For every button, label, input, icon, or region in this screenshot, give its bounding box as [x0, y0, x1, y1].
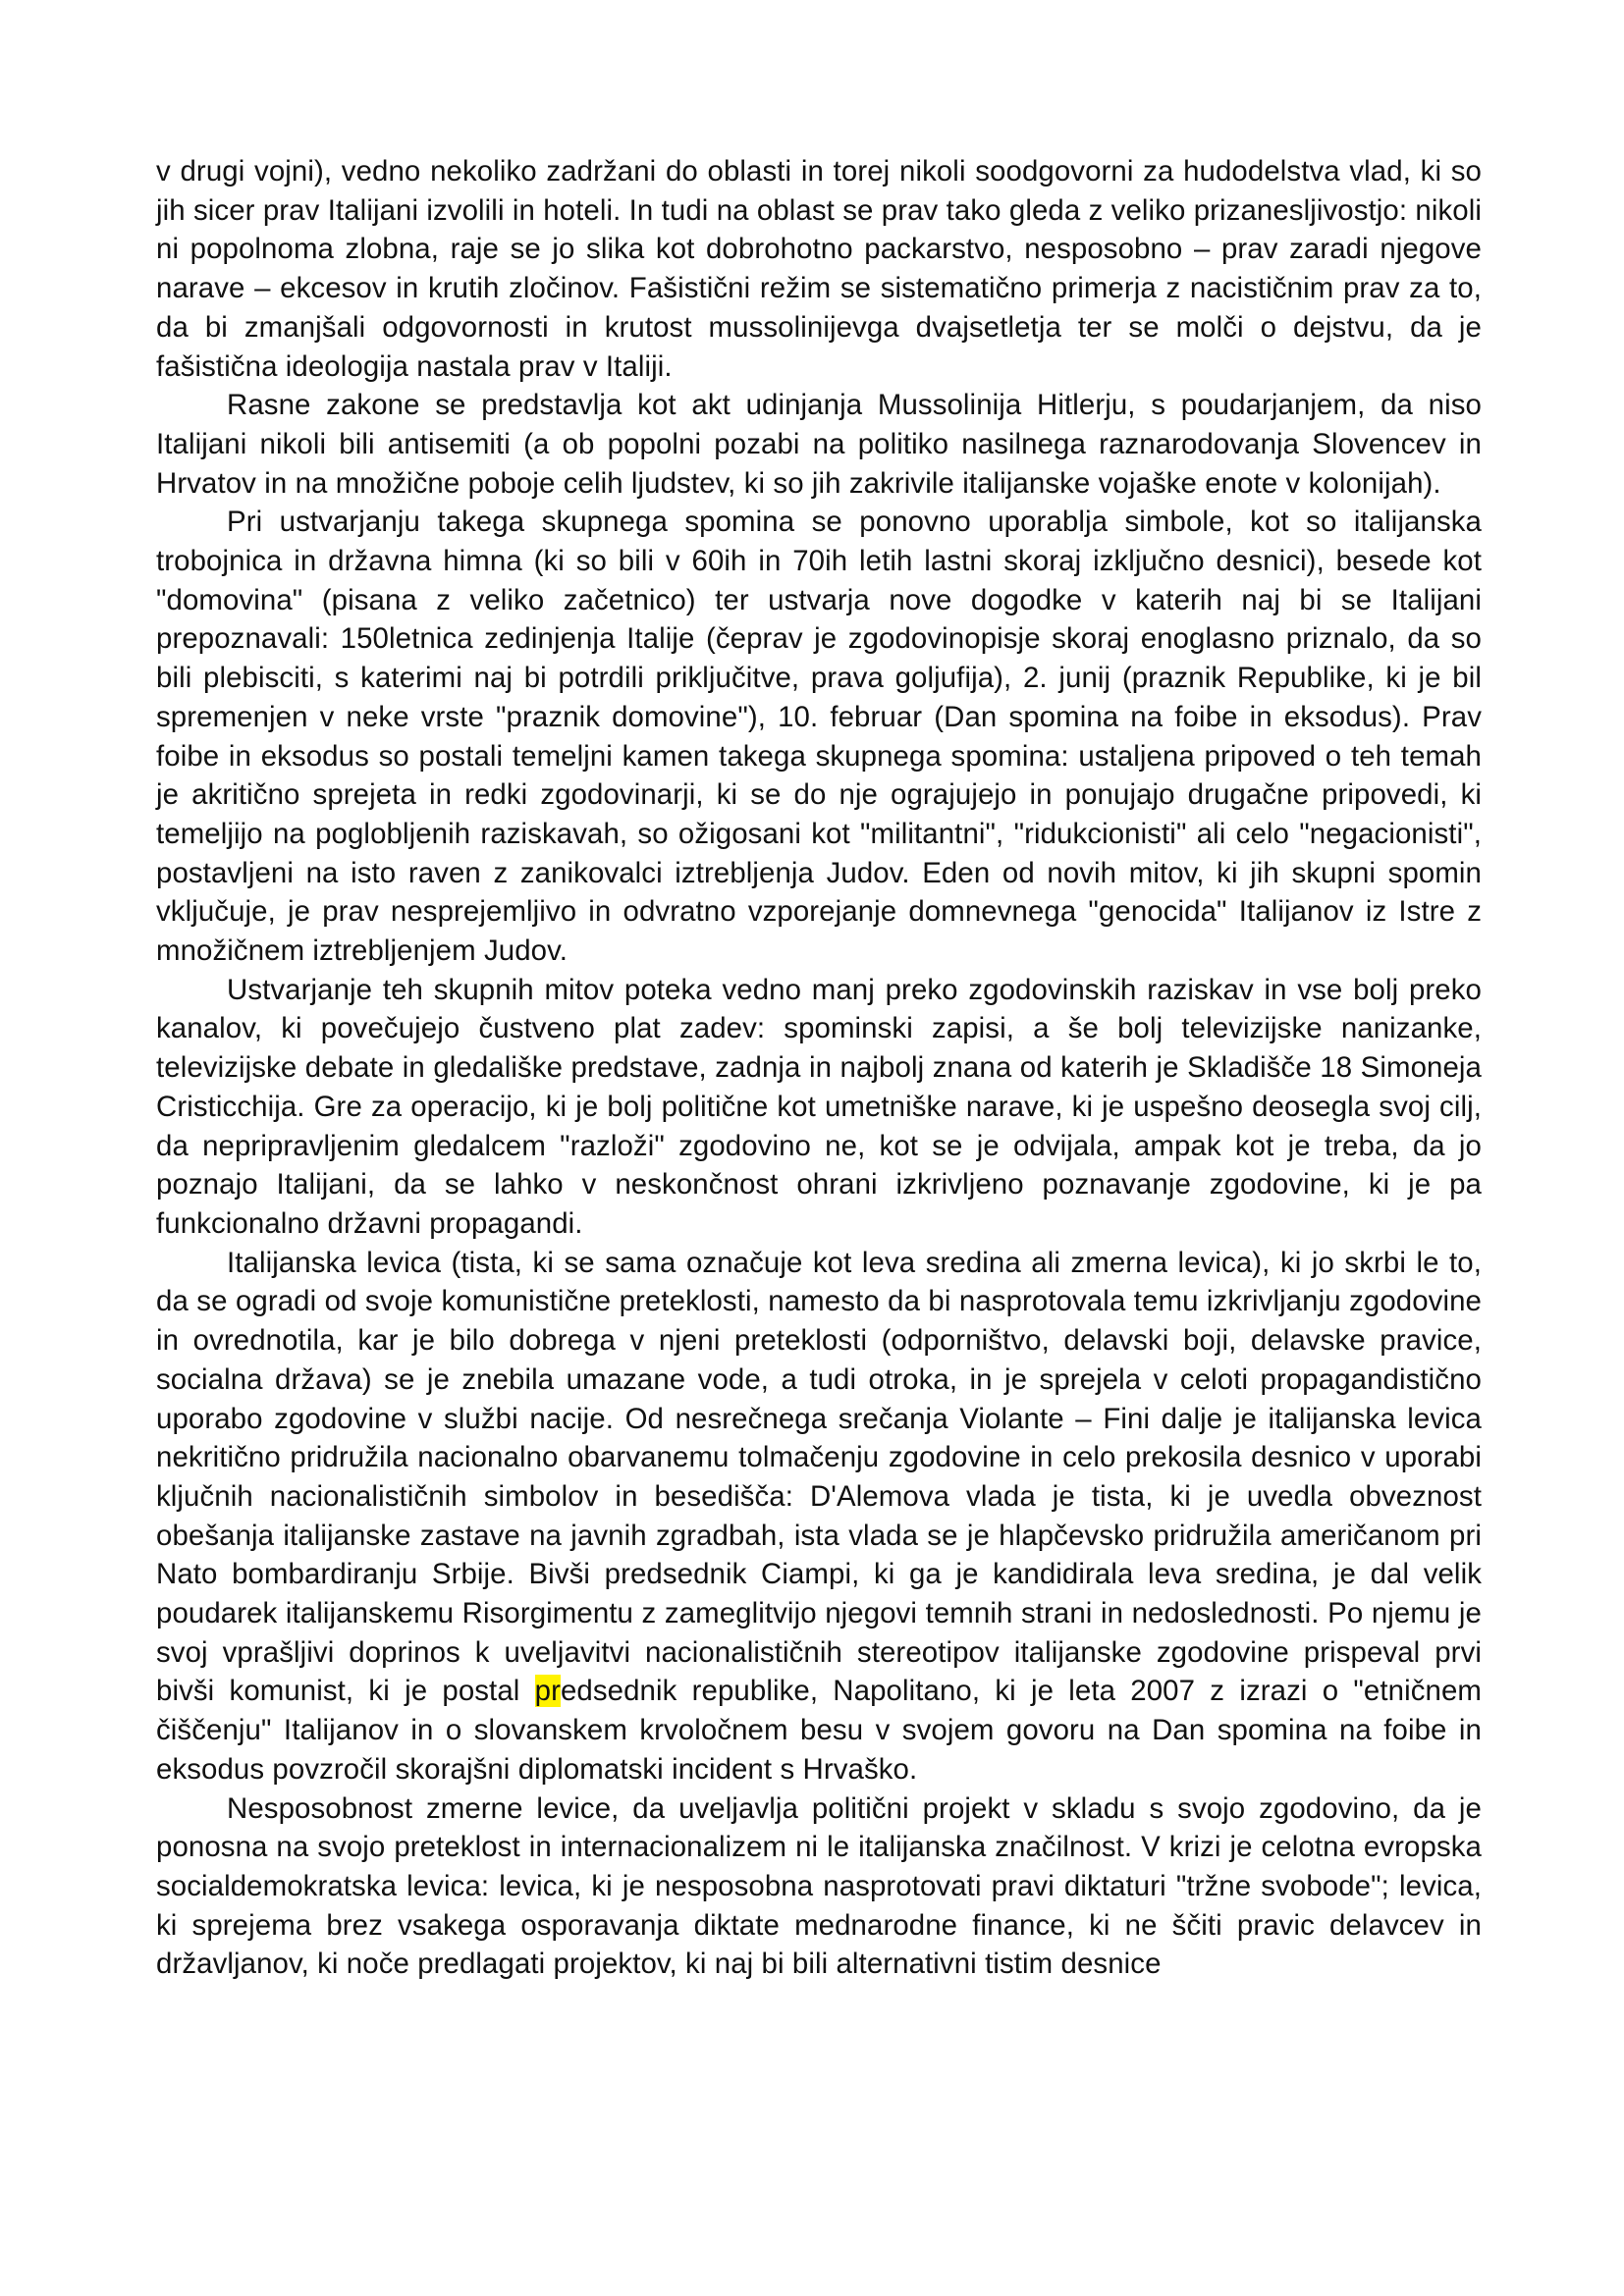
paragraph-5-text-after: edsednik republike, Napolitano, ki je leta 2007 z izrazi o "etničnem čiščenju" Italijanov in o slovanskem krvoločnem besu v svojem govoru na Dan spomina na foibe in eksodus povzročil skorajšni diplomatski incident s Hrvaško.: [156, 1675, 1482, 1786]
paragraph-4: Ustvarjanje teh skupnih mitov poteka vedno manj preko zgodovinskih raziskav in vse bolj preko kanalov, ki povečujejo čustveno plat zadev: spominski zapisi, a še bolj televizijske nanizanke, televizijske debate in gledališke predstave, zadnja in najbolj znana od katerih je Skladišče 18 Simoneja Cristicchija. Gre za operacijo, ki je bolj politične kot umetniške narave, ki je uspešno deosegla svoj cilj, da nepripravljenim gledalcem "razloži" zgodovino ne, kot se je odvijala, ampak kot je treba, da jo poznajo Italijani, da se lahko v neskončnost ohrani izkrivljeno poznavanje zgodovine, ki je pa funkcionalno državni propagandi.: [156, 973, 1482, 1240]
paragraph-5: [156, 1244, 1482, 1789]
paragraph-1: v drugi vojni), vedno nekoliko zadržani do oblasti in torej nikoli soodgovorni za hudodelstva vlad, ki so jih sicer prav Italijani izvolili in hoteli. In tudi na oblast se prav tako gleda z veliko prizanesljivostjo: nikoli ni popolnoma zlobna, raje se jo slika kot dobrohotno packarstvo, nesposobno – prav zaradi njegove narave – ekcesov in krutih zločinov. Fašistični režim se sistematično primerja z nacističnim prav za to, da bi zmanjšali odgovornosti in krutost mussolinijevga dvajsetletja ter se molči o dejstvu, da je fašistična ideologija nastala prav v Italiji.: [156, 155, 1482, 383]
document-page: [156, 152, 1482, 1984]
paragraph-6: Nesposobnost zmerne levice, da uveljavlja politični projekt v skladu s svojo zgodovino, da je ponosna na svojo preteklost in internacionalizem ni le italijanska značilnost. V krizi je celotna evropska socialdemokratska levica: levica, ki je nesposobna nasprotovati pravi diktaturi "tržne svobode"; levica, ki sprejema brez vsakega osporavanja diktate mednarodne finance, ki ne ščiti pravic delavcev in državljanov, ki noče predlagati projektov, ki naj bi bili alternativni tistim desnice: [156, 1791, 1482, 1981]
paragraph-3: Pri ustvarjanju takega skupnega spomina se ponovno uporablja simbole, kot so italijanska trobojnica in državna himna (ki so bili v 60ih in 70ih letih lastni skoraj izključno desnici), besede kot "domovina" (pisana z veliko začetnico) ter ustvarja nove dogodke v katerih naj bi se Italijani prepoznavali: 150letnica zedinjenja Italije (čeprav je zgodovinopisje skoraj enoglasno priznalo, da so bili plebisciti, s katerimi naj bi potrdili priključitve, prava goljufija), 2. junij (praznik Republike, ki je bil spremenjen v neke vrste "praznik domovine"), 10. februar (Dan spomina na foibe in eksodus). Prav foibe in eksodus so postali temeljni kamen takega skupnega spomina: ustaljena pripoved o teh temah je akritično sprejeta in redki zgodovinarji, ki se do nje ograjujejo in ponujajo drugačne pripovedi, ki temeljijo na poglobljenih raziskavah, so ožigosani kot "militantni", "ridukcionisti" ali celo "negacionisti", postavljeni na isto raven z zanikovalci iztrebljenja Judov. Eden od novih mitov, ki jih skupni spomin vključuje, je prav nesprejemljivo in odvratno vzporejanje domnevnega "genocida" Italijanov iz Istre z množičnem iztrebljenjem Judov.: [156, 506, 1482, 968]
paragraph-5-text-before: Italijanska levica (tista, ki se sama označuje kot leva sredina ali zmerna levica), ki jo skrbi le to, da se ogradi od svoje komunistične preteklosti, namesto da bi nasprotovala temu izkrivljanju zgodovine in ovrednotila, kar je bilo dobrega v njeni preteklosti (odporništvo, delavski boji, delavske pravice, socialna država) se je znebila umazane vode, a tudi otroka, in je sprejela v celoti propagandistično uporabo zgodovine v službi nacije. Od nesrečnega srečanja Violante – Fini dalje je italijanska levica nekritično pridružila nacionalno obarvanemu tolmačenju zgodovine in celo prekosila desnico v uporabi ključnih nacionalističnih simbolov in besedišča: D'Alemova vlada je tista, ki je uvedla obveznost obešanja italijanske zastave na javnih zgradbah, ista vlada se je hlapčevsko pridružila američanom pri Nato bombardiranju Srbije. Bivši predsednik Ciampi, ki ga je kandidirala leva sredina, je dal velik poudarek italijanskemu Risorgimentu z zameglitvijo njegovi temnih strani in nedoslednosti. Po njemu je svoj vprašljivi doprinos k uveljavitvi nacionalističnih stereotipov italijanske zgodovine prispeval prvi bivši komunist, ki je postal: [156, 1246, 1482, 1708]
highlighted-text: pr: [534, 1675, 561, 1708]
paragraph-2: Rasne zakone se predstavlja kot akt udinjanja Mussolinija Hitlerju, s poudarjanjem, da niso Italijani nikoli bili antisemiti (a ob popolni pozabi na politiko nasilnega raznarodovanja Slovencev in Hrvatov in na množične poboje celih ljudstev, ki so jih zakrivile italijanske vojaške enote v kolonijah).: [156, 389, 1482, 500]
